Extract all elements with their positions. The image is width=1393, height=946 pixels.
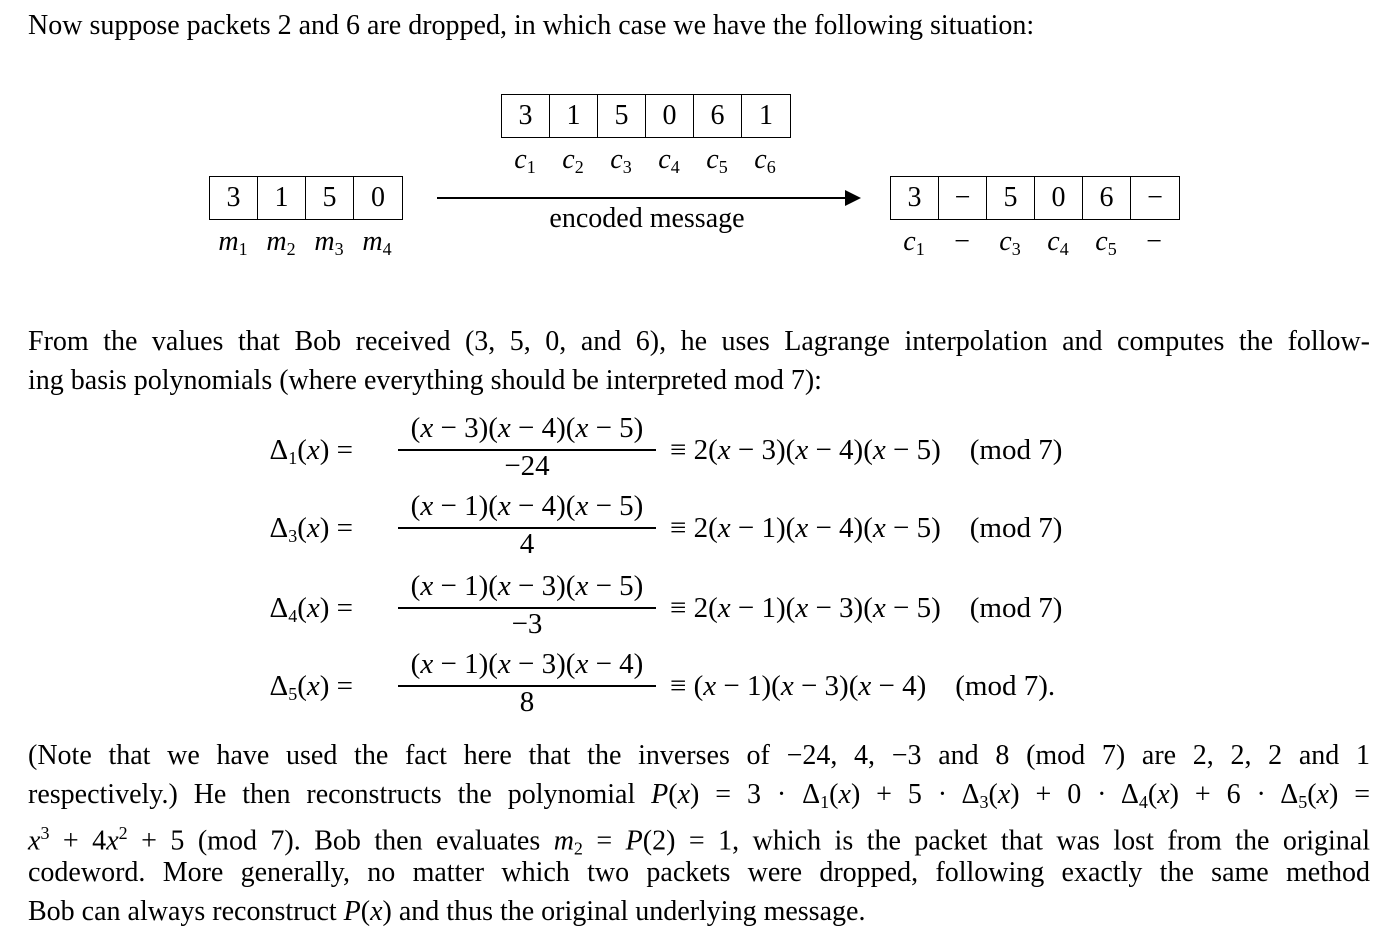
message-label: $m_4$ xyxy=(362,226,392,259)
paragraph-3-line-1: (Note that we have used the fact here that the inverses of −24, 4, −3 and 8 (mod 7) are 2, 2, 2 and 1 xyxy=(28,740,1370,771)
paragraph-2-line-2: ing basis polynomials (where everything should be interpreted mod 7): xyxy=(28,365,822,396)
encoded-cell: 1 xyxy=(550,95,598,137)
encoded-codeword xyxy=(501,94,791,138)
message-cell: 5 xyxy=(306,177,354,219)
fraction-numerator: (x − 1)(x − 3)(x − 4) xyxy=(410,648,644,680)
equation-rhs: ≡ 2(x − 1)(x − 3)(x − 5) (mod 7) xyxy=(670,592,1063,624)
encoded-labels xyxy=(501,144,789,178)
equation-lhs: $\Delta_4(x)$ = xyxy=(269,592,353,626)
equation-lhs: $\Delta_5(x)$ = xyxy=(269,670,353,704)
received-cell: − xyxy=(939,177,987,219)
equation-row xyxy=(0,648,1393,728)
paragraph-3-line-3: $x^3 + 4x^2 + 5$ (mod 7). Bob then evaluates $m_2 = P(2) = 1$, which is the packet that was lost from the original xyxy=(28,823,1370,859)
equation-rhs: ≡ 2(x − 3)(x − 4)(x − 5) (mod 7) xyxy=(670,434,1063,466)
encoded-label: $c_2$ xyxy=(562,144,584,177)
encoded-label: $c_6$ xyxy=(754,144,776,177)
fraction-denominator: 4 xyxy=(519,528,535,560)
encoded-cell: 0 xyxy=(646,95,694,137)
received-cell: 0 xyxy=(1035,177,1083,219)
message-cell: 1 xyxy=(258,177,306,219)
encoded-label: $c_1$ xyxy=(514,144,536,177)
received-labels xyxy=(890,226,1178,260)
message-cell: 0 xyxy=(371,182,385,213)
message-labels xyxy=(209,226,401,260)
encoded-label: $c_5$ xyxy=(706,144,728,177)
arrow-label: encoded message xyxy=(549,203,745,234)
paragraph-3-line-4: codeword. More generally, no matter which two packets were dropped, following exactly the same method xyxy=(28,857,1370,888)
received-label: − xyxy=(1144,226,1164,257)
received-cell: 3 xyxy=(891,177,939,219)
message-cell: 3 xyxy=(210,177,258,219)
equation-row xyxy=(0,412,1393,492)
encoded-label: $c_3$ xyxy=(610,144,632,177)
paragraph-2-line-1: From the values that Bob received (3, 5, 0, and 6), he uses Lagrange interpolation and computes the follow- xyxy=(28,326,1370,357)
encoded-cell: 6 xyxy=(694,95,742,137)
message-label: $m_3$ xyxy=(314,226,344,259)
fraction-denominator: 8 xyxy=(519,686,535,718)
arrow-line xyxy=(437,197,847,199)
received-cell: − xyxy=(1147,182,1163,213)
intro-paragraph: Now suppose packets 2 and 6 are dropped, in which case we have the following situation: xyxy=(28,10,1035,41)
received-label: − xyxy=(952,226,972,257)
fraction-numerator: (x − 3)(x − 4)(x − 5) xyxy=(410,412,644,444)
paragraph-3-line-5: Bob can always reconstruct P(x) and thus the original underlying message. xyxy=(28,896,866,927)
equation-rhs: ≡ 2(x − 1)(x − 4)(x − 5) (mod 7) xyxy=(670,512,1063,544)
equation-lhs: $\Delta_1(x)$ = xyxy=(269,434,353,468)
encoded-cell: 1 xyxy=(759,100,773,131)
received-label: $c_4$ xyxy=(1047,226,1069,259)
fraction-numerator: (x − 1)(x − 4)(x − 5) xyxy=(410,490,644,522)
message-label: $m_1$ xyxy=(218,226,248,259)
received-cell: 5 xyxy=(987,177,1035,219)
message-codeword xyxy=(209,176,403,220)
received-cell: 6 xyxy=(1083,177,1131,219)
received-codeword xyxy=(890,176,1180,220)
paragraph-3-line-2: respectively.) He then reconstructs the polynomial $P(x) = 3 \cdot \Delta_1(x) + 5 \cdot \Delta_3(x) + 0 \cdot \Delta_4(x) + 6 \cdot \Delta_5(x)$ = xyxy=(28,779,1371,812)
equation-rhs: ≡ (x − 1)(x − 3)(x − 4) (mod 7). xyxy=(670,670,1056,702)
received-label: $c_1$ xyxy=(903,226,925,259)
encoded-cell: 3 xyxy=(502,95,550,137)
fraction-denominator: −24 xyxy=(504,450,550,482)
encoded-label: $c_4$ xyxy=(658,144,680,177)
encoded-cell: 5 xyxy=(598,95,646,137)
equation-row xyxy=(0,490,1393,570)
received-label: $c_3$ xyxy=(999,226,1021,259)
fraction-denominator: −3 xyxy=(511,608,543,640)
received-label: $c_5$ xyxy=(1095,226,1117,259)
fraction-numerator: (x − 1)(x − 3)(x − 5) xyxy=(410,570,644,602)
equation-lhs: $\Delta_3(x)$ = xyxy=(269,512,353,546)
equation-row xyxy=(0,570,1393,650)
message-label: $m_2$ xyxy=(266,226,296,259)
